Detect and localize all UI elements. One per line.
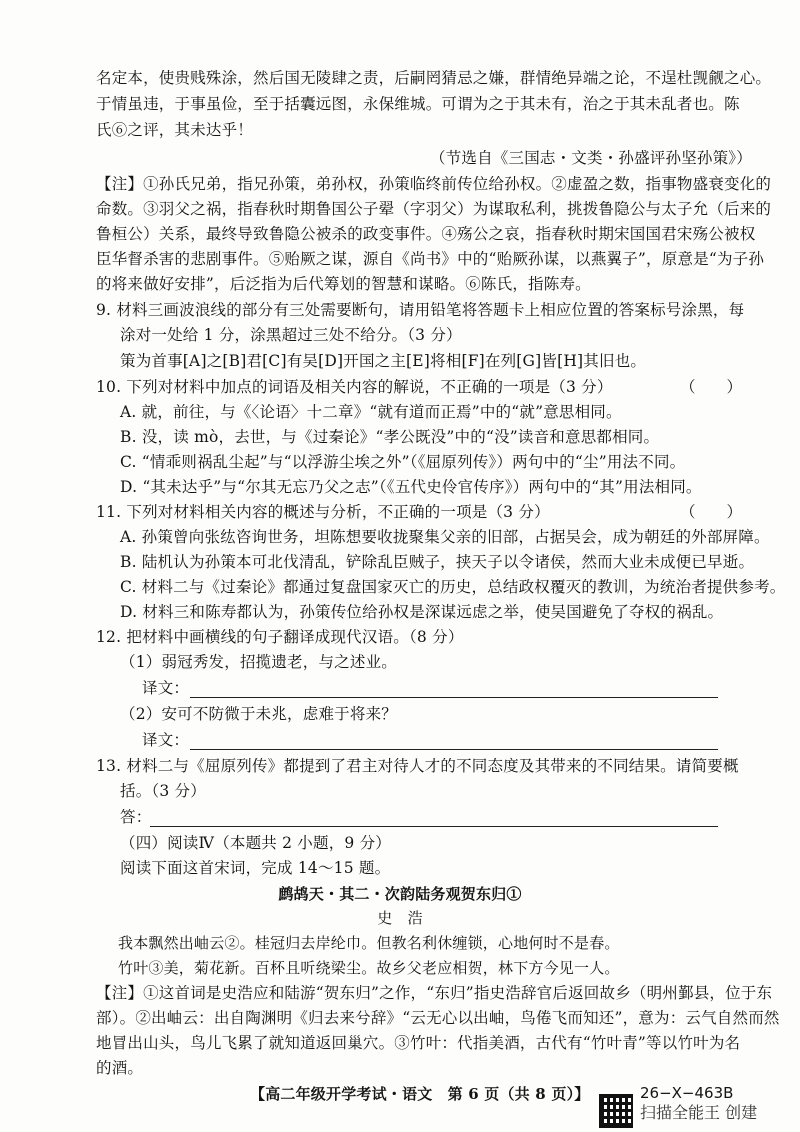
q12-translation-label-2: 译文： — [142, 731, 190, 749]
poem-line: 竹叶③美，菊花新。百杯且听绕梁尘。故乡父老应相贺，林下方今见一人。 — [118, 959, 620, 977]
poem-note-line: 的酒。 — [96, 1059, 144, 1077]
q11-option-a: A. 孙策曾向张纮咨询世务，坦陈想要收拢聚集父亲的旧部，占据吴会，成为朝廷的外部屏障。 — [120, 528, 770, 546]
q10-answer-paren: （ ） — [680, 378, 743, 396]
passage-line: 名定本，使贵贱殊涂，然后国无陵肆之责，后嗣罔猜忌之嫌，群情绝异端之论，不逞杜觊觎之心。 — [96, 69, 772, 87]
q10-option-c: C. “情乖则祸乱尘起”与“以浮游尘埃之外”（《屈原列传》）两句中的“尘”用法不同。 — [120, 453, 686, 471]
poem-author: 史 浩 — [377, 909, 423, 927]
q13-answer-label: 答： — [120, 808, 152, 826]
q12-answer-line-1[interactable] — [190, 697, 718, 698]
section4-instruction: 阅读下面这首宋词，完成 14～15 题。 — [120, 859, 391, 877]
poem-note-line: 地冒出山头，鸟儿飞累了就知道返回巢穴。③竹叶：代指美酒，古代有“竹叶青”等以竹叶为名 — [96, 1034, 741, 1052]
q12-sentence-1: （1）弱冠秀发，招揽遗老，与之述业。 — [120, 653, 397, 671]
q11-stem: 11. 下列对材料相关内容的概述与分析，不正确的一项是（3 分） — [96, 503, 550, 521]
note-line: 【注】①孙氏兄弟，指兄孙策，弟孙权，孙策临终前传位给孙权。②虚盈之数，指事物盛衰变化的 — [96, 175, 772, 193]
poem-note-line: 【注】①这首词是史浩应和陆游“贺东归”之作，“东归”指史浩辞官后返回故乡（明州鄞县，位于东 — [96, 984, 773, 1002]
section4-title: （四）阅读Ⅳ（本题共 2 小题，9 分） — [120, 834, 391, 852]
note-line: 臣华督杀害的悲剧事件。⑤贻厥之谋，源自《尚书》中的“贻厥孙谋，以燕翼子”，原意是“为子孙 — [96, 250, 765, 268]
qr-code-icon — [599, 1094, 633, 1128]
exam-code: 26−X−463B — [640, 1084, 734, 1102]
q10-option-a: A. 就，前往，与《〈论语〉十二章》“就有道而正焉”中的“就”意思相同。 — [120, 403, 622, 421]
q12-translation-label-1: 译文： — [142, 679, 190, 697]
q11-option-d: D. 材料三和陈寿都认为，孙策传位给孙权是深谋远虑之举，使吴国避免了夺权的祸乱。 — [120, 603, 724, 621]
q10-option-d: D. “其未达乎”与“尔其无忘乃父之志”（《五代史伶官传序》）两句中的“其”用法相同。 — [120, 478, 702, 496]
passage-line: 于情虽违，于事虽俭，至于括囊远图，永保维城。可谓为之于其未有，治之于其未乱者也。陈 — [96, 95, 740, 113]
q13-stem: 括。（3 分） — [120, 782, 206, 800]
q12-stem: 12. 把材料中画横线的句子翻译成现代汉语。（8 分） — [96, 628, 464, 646]
poem-title: 鹧鸪天・其二・次韵陆务观贺东归① — [278, 885, 522, 903]
note-line: 命数。③羽父之祸，指春秋时期鲁国公子翚（字羽父）为谋取私利，挑拨鲁隐公与太子允（后来的 — [96, 200, 772, 218]
note-line: 鲁桓公）关系，最终导致鲁隐公被杀的政变事件。④殇公之哀，指春秋时期宋国国君宋殇公被权 — [96, 225, 756, 243]
q10-option-b: B. 没，读 mò，去世，与《过秦论》“孝公既没”中的“没”读音和意思都相同。 — [120, 428, 660, 446]
page-footer: 【高二年级开学考试・语文 第 6 页（共 8 页）】 — [250, 1085, 590, 1103]
scanner-watermark: 扫描全能王 创建 — [640, 1103, 758, 1122]
q11-option-c: C. 材料二与《过秦论》都通过复盘国家灭亡的历史，总结政权覆灭的教训，为统治者提供参考。 — [120, 578, 786, 596]
q10-stem: 10. 下列对材料中加点的词语及相关内容的解说，不正确的一项是（3 分） — [96, 378, 613, 396]
q13-stem: 13. 材料二与《屈原列传》都提到了君主对待人才的不同态度及其带来的不同结果。请简要概 — [96, 757, 739, 775]
note-line: 的将来做好安排”，后泛指为后代筹划的智慧和谋略。⑥陈氏，指陈寿。 — [96, 275, 591, 293]
poem-note-line: 部）。②出岫云：出自陶渊明《归去来兮辞》“云无心以出岫，鸟倦飞而知还”，意为：云气自然而然 — [96, 1009, 780, 1027]
poem-line: 我本飘然出岫云②。桂冠归去岸纶巾。但教名利休缠锁，心地何时不是春。 — [118, 934, 620, 952]
q9-stem: 9. 材料三画波浪线的部分有三处需要断句，请用铅笔将答题卡上相应位置的答案标号涂黑，每 — [96, 301, 745, 319]
q11-option-b: B. 陆机认为孙策本可北伐清乱，铲除乱臣贼子，挟天子以令诸侯，然而大业未成便已早逝。 — [120, 553, 755, 571]
q12-sentence-2: （2）安可不防微于未兆，虑难于将来？ — [120, 705, 397, 723]
q12-answer-line-2[interactable] — [190, 749, 718, 750]
passage-source: （节选自《三国志・文类・孙盛评孙坚孙策》） — [430, 149, 752, 167]
q9-stem: 涂对一处给 1 分，涂黑超过三处不给分。（3 分） — [120, 326, 462, 344]
q13-answer-line[interactable] — [150, 826, 718, 827]
q11-answer-paren: （ ） — [680, 503, 743, 521]
passage-line: 氏⑥之评，其未达乎！ — [96, 121, 254, 139]
q9-sentence: 策为首事[A]之[B]君[C]有吴[D]开国之主[E]将相[F]在列[G]皆[H]其旧也。 — [120, 352, 647, 370]
